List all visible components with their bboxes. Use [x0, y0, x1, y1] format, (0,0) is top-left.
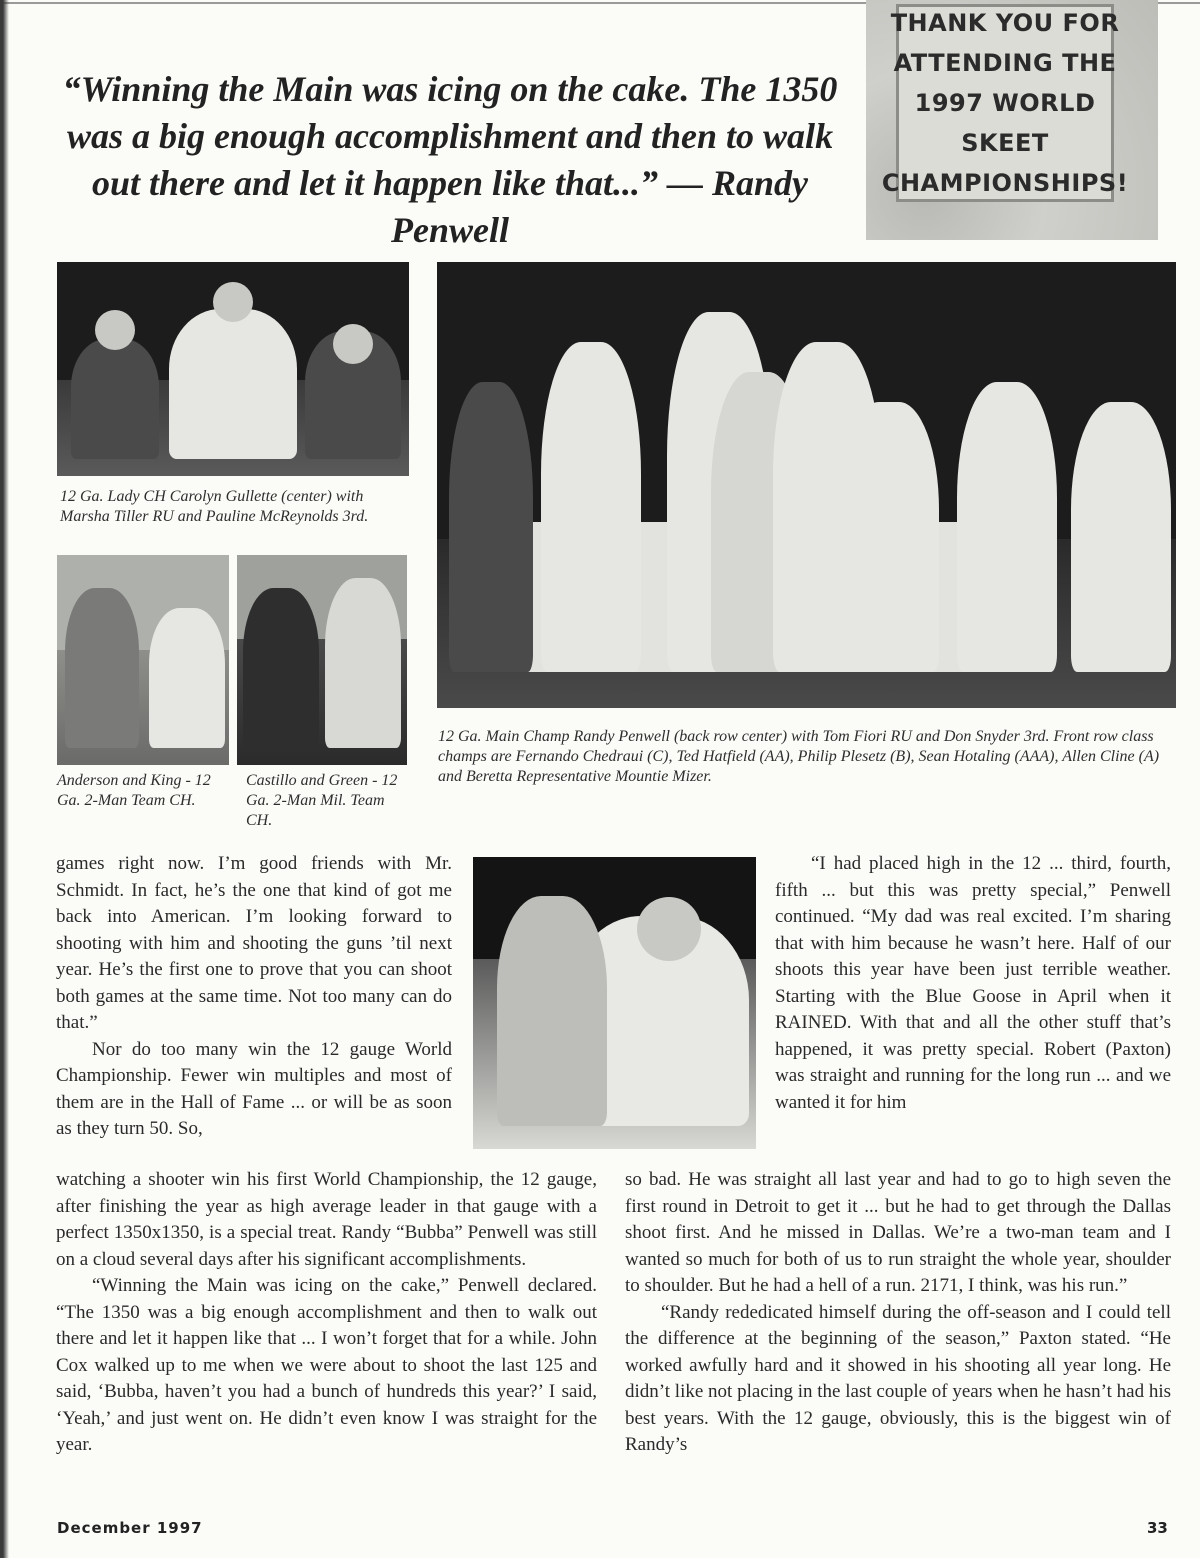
paragraph: so bad. He was straight all last year and had to go to high seven the first round in Detroit to get it ... but he had to get through the Dallas shoot first. And he missed in Dallas. We’re a two-man team and I wanted so much for both of us to run straight the whole year, shoulder to shoulder. But he had a hell of a run. 2171, I think, was his run.”	[625, 1169, 1171, 1296]
sign-photo	[866, 0, 1158, 240]
person-figure	[169, 309, 297, 459]
photo-castillo-green	[237, 555, 407, 765]
photo-lady-champions	[57, 262, 409, 476]
sign-line-4: CHAMPIONSHIPS!	[881, 169, 1129, 197]
paragraph: “Randy rededicated himself during the off-season and I could tell the difference at the beginning of the season,” Paxton stated. “He worked awfully hard and it showed in his shooting all year long. He didn’t like not placing in the last couple of years when he hasn’t had his best years. With the 12 gauge, obviously, this is the biggest win of Randy’s	[625, 1301, 1171, 1455]
person-figure	[957, 382, 1057, 672]
person-head	[637, 897, 701, 961]
person-figure	[497, 896, 607, 1126]
scan-edge	[0, 0, 14, 1558]
paragraph: games right now. I’m good friends with Mr. Schmidt. In fact, he’s the one that kind of got me back into American. I’m looking forward to shooting with him and shooting the guns ’til next year. He’s the first one to prove that you can shoot both games at the same time. Not too many can do that.”	[56, 853, 452, 1033]
person-figure	[839, 402, 939, 672]
photo-anderson-king	[57, 555, 229, 765]
footer-date: December 1997	[57, 1519, 203, 1537]
article-column-right-bottom	[625, 1167, 1171, 1459]
page-number: 33	[1147, 1519, 1168, 1537]
caption-main: 12 Ga. Main Champ Randy Penwell (back row center) with Tom Fiori RU and Don Snyder 3rd. Front row class champs are Fernando Chedraui (C), Ted Hatfield (AA), Philip Plesetz (B), Sean Hotaling (AAA), Allen Cline (A) and Beretta Representative Mountie Mizer.	[438, 728, 1160, 785]
paragraph: “I had placed high in the 12 ... third, fourth, fifth ... but this was pretty special,” Penwell continued. “My dad was real excited. I’m sharing that with him because he wasn’t here. Half of our shoots this year have been just terrible weather. Starting with the Blue Goose in April when it RAINED. With that and all the other stuff that’s happened, it was pretty special. Robert (Paxton) was straight and running for the long run ... and we wanted it for him	[775, 853, 1171, 1113]
pull-quote: “Winning the Main was icing on the cake. The 1350 was a big enough accomplishment and then to walk out there and let it happen like that...” — Randy Penwell	[62, 69, 838, 250]
caption-castillo: Castillo and Green - 12 Ga. 2-Man Mil. Team CH.	[246, 772, 398, 829]
paragraph: watching a shooter win his first World Championship, the 12 gauge, after finishing the year as high average leader in that gauge with a perfect 1350x1350, is a special treat. Randy “Bubba” Penwell was still on a cloud several days after his significant accomplishments.	[56, 1169, 597, 1270]
photo-penwell-kiss	[473, 857, 756, 1149]
sign-line-2: ATTENDING THE	[893, 49, 1117, 77]
photo-main-champions	[437, 262, 1176, 708]
paragraph: “Winning the Main was icing on the cake,” Penwell declared. “The 1350 was a big enough accomplishment and then to walk out there and let it happen like that ... I won’t forget that for a while. John Cox walked up to me when we were about to shoot the last 125 and said, ‘Bubba, haven’t you had a bunch of hundreds this year?’ I said, ‘Yeah,’ and just went on. He didn’t even know I was straight for the year.	[56, 1275, 597, 1455]
person-figure	[243, 588, 319, 748]
paragraph: Nor do too many win the 12 gauge World Championship. Fewer win multiples and most of them are in the Hall of Fame ... or will be as soon as they turn 50. So,	[56, 1038, 452, 1139]
sign-board	[881, 4, 1129, 202]
person-head	[95, 310, 135, 350]
article-column-left-top	[56, 851, 452, 1143]
caption-anderson: Anderson and King - 12 Ga. 2-Man Team CH.	[57, 772, 211, 809]
person-head	[213, 282, 253, 322]
article-column-left-bottom	[56, 1167, 597, 1459]
sign-line-1: THANK YOU FOR	[890, 9, 1120, 37]
sign-line-3: 1997 WORLD SKEET	[914, 89, 1096, 157]
person-head	[333, 324, 373, 364]
person-figure	[541, 342, 641, 672]
person-figure	[449, 382, 533, 672]
person-figure	[71, 339, 159, 459]
person-figure	[325, 578, 401, 748]
person-figure	[149, 608, 225, 748]
caption-lady: 12 Ga. Lady CH Carolyn Gullette (center) with Marsha Tiller RU and Pauline McReynolds 3rd.	[60, 488, 369, 525]
person-figure	[1071, 402, 1171, 672]
article-column-right-top	[775, 851, 1171, 1116]
person-figure	[65, 588, 139, 748]
sign-text	[882, 3, 1128, 203]
